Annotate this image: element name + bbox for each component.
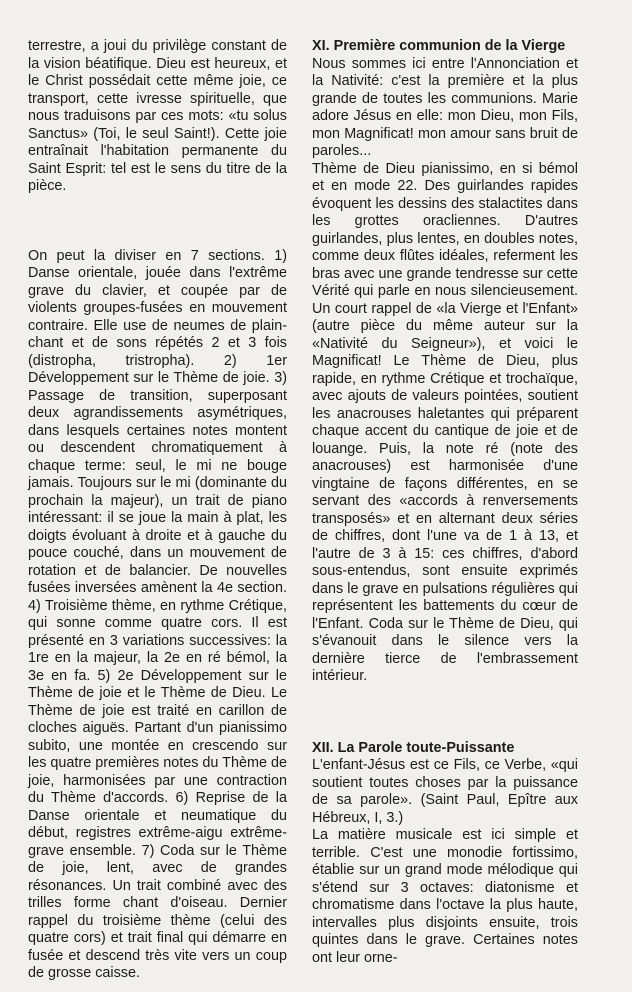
right-paragraph-4: La matière musicale est ici simple et terrible. C'est une monodie fortissimo, établie sur un grand mode mélodique qui s'étend sur 3 octaves: diatonisme et chromatisme dans l'octave la plus haute, intervalles plus disjoints ensuite, trois quintes dans le grave. Certaines notes ont leur orne- bbox=[312, 827, 578, 966]
right-paragraph-2: Thème de Dieu pianissimo, en si bémol et en mode 22. Des guirlandes rapides évoquent les dessins des stalactites dans les grottes oracliennes. D'autres guirlandes, plus lentes, en doubles notes, comme deux flûtes idéales, referment les bras avec une grande tendresse sur cette Vérité qui parle en nous silencieusement. Un court rappel de «la Vierge et l'Enfant» (autre pièce du même auteur sur la «Nativité du Seigneur»), et voici le Magnificat! Le Thème de Dieu, plus rapide, en rythme Crétique et trochaïque, avec ajouts de valeurs pointées, soutient les anacrouses haletantes qui préparent chaque accent du cantique de joie et de louange. Puis, la note ré (note des anacrouses) est harmonisée d'une vingtaine de façons différentes, en se servant des «accords à renversements transposés» et en alternant deux séries de chiffres, dont l'une va de 1 à 13, et l'autre de 3 à 15: ces chiffres, d'abord sous-entendus, sont ensuite exprimés dans le grave en pulsations régulières qui représentent les battements du cœur de l'Enfant. Coda sur le Thème de Dieu, qui s'évanouit dans le silence vers la dernière tierce de l'embrassement intérieur. bbox=[312, 160, 578, 684]
section-spacer bbox=[312, 686, 578, 740]
left-paragraph-2: On peut la diviser en 7 sections. 1) Danse orientale, jouée dans l'extrême grave du clavier, et coupée par de violents groupes-fusées en mouvement contraire. Elle use de neumes de plain-chant et de sons répétés 2 et 3 fois (distropha, tristropha). 2) 1er Développement sur le Thème de joie. 3) Passage de transition, superposant deux agrandissements asymétriques, dans lesquels certaines notes montent ou descendent chromatiquement à chaque terme: seul, le mi ne bouge jamais. Toujours sur le mi (dominante du prochain la majeur), un trait de piano intéressant: il se joue la main à plat, les doigts évoluant à droite et à gauche du pouce couché, dans un mouvement de rotation et de balancier. De nouvelles fusées inversées amènent la 4e section. 4) Troisième thème, en rythme Crétique, qui sonne comme quatre cors. Il est présenté en 3 variations successives: la 1re en la majeur, la 2e en ré bémol, la 3e en fa. 5) 2e Développement sur le Thème de joie et le Thème de Dieu. Le Thème de joie est traité en carillon de cloches aiguës. Partant d'un pianissimo subito, une montée en crescendo sur les quatre premières notes du Thème de joie, harmonisées par une contraction du Thème d'accords. 6) Reprise de la Danse orientale et neumatique du début, registres extrême-aigu extrême-grave ensemble. 7) Coda sur le Thème de joie, lent, avec de grandes résonances. Un trait combiné avec des trilles forme chant d'oiseau. Dernier rappel du troisième thème (celui des quatre cors) et trait final qui démarre en fusée et descend très vite vers un coup de grosse caisse. bbox=[28, 247, 287, 981]
left-column bbox=[28, 38, 287, 983]
section-heading-xi: XI. Première communion de la Vierge bbox=[312, 38, 566, 54]
right-paragraph-3: L'enfant-Jésus est ce Fils, ce Verbe, «qui soutient toutes choses par la puissance de sa parole». (Saint Paul, Epître aux Hébreux, I, 3.) bbox=[312, 757, 578, 826]
paragraph-spacer bbox=[28, 196, 287, 248]
left-paragraph-1: terrestre, a joui du privilège constant de la vision béatifique. Dieu est heureux, et le Christ possédait cette même joie, ce transport, cette ivresse spirituelle, que nous traduisons par ces mots: «tu solus Sanctus» (Toi, le seul Saint!). Cette joie entraînait l'habitation permanente du Saint Esprit: tel est le sens du titre de la pièce. bbox=[28, 38, 287, 194]
section-heading-xii: XII. La Parole toute-Puissante bbox=[312, 739, 515, 756]
right-column bbox=[312, 38, 578, 967]
right-paragraph-1: Nous sommes ici entre l'Annonciation et la Nativité: c'est la première et la plus grande de toutes les communions. Marie adore Jésus en elle: mon Dieu, mon Fils, mon Magnificat! mon amour sans bruit de paroles... bbox=[312, 55, 578, 159]
